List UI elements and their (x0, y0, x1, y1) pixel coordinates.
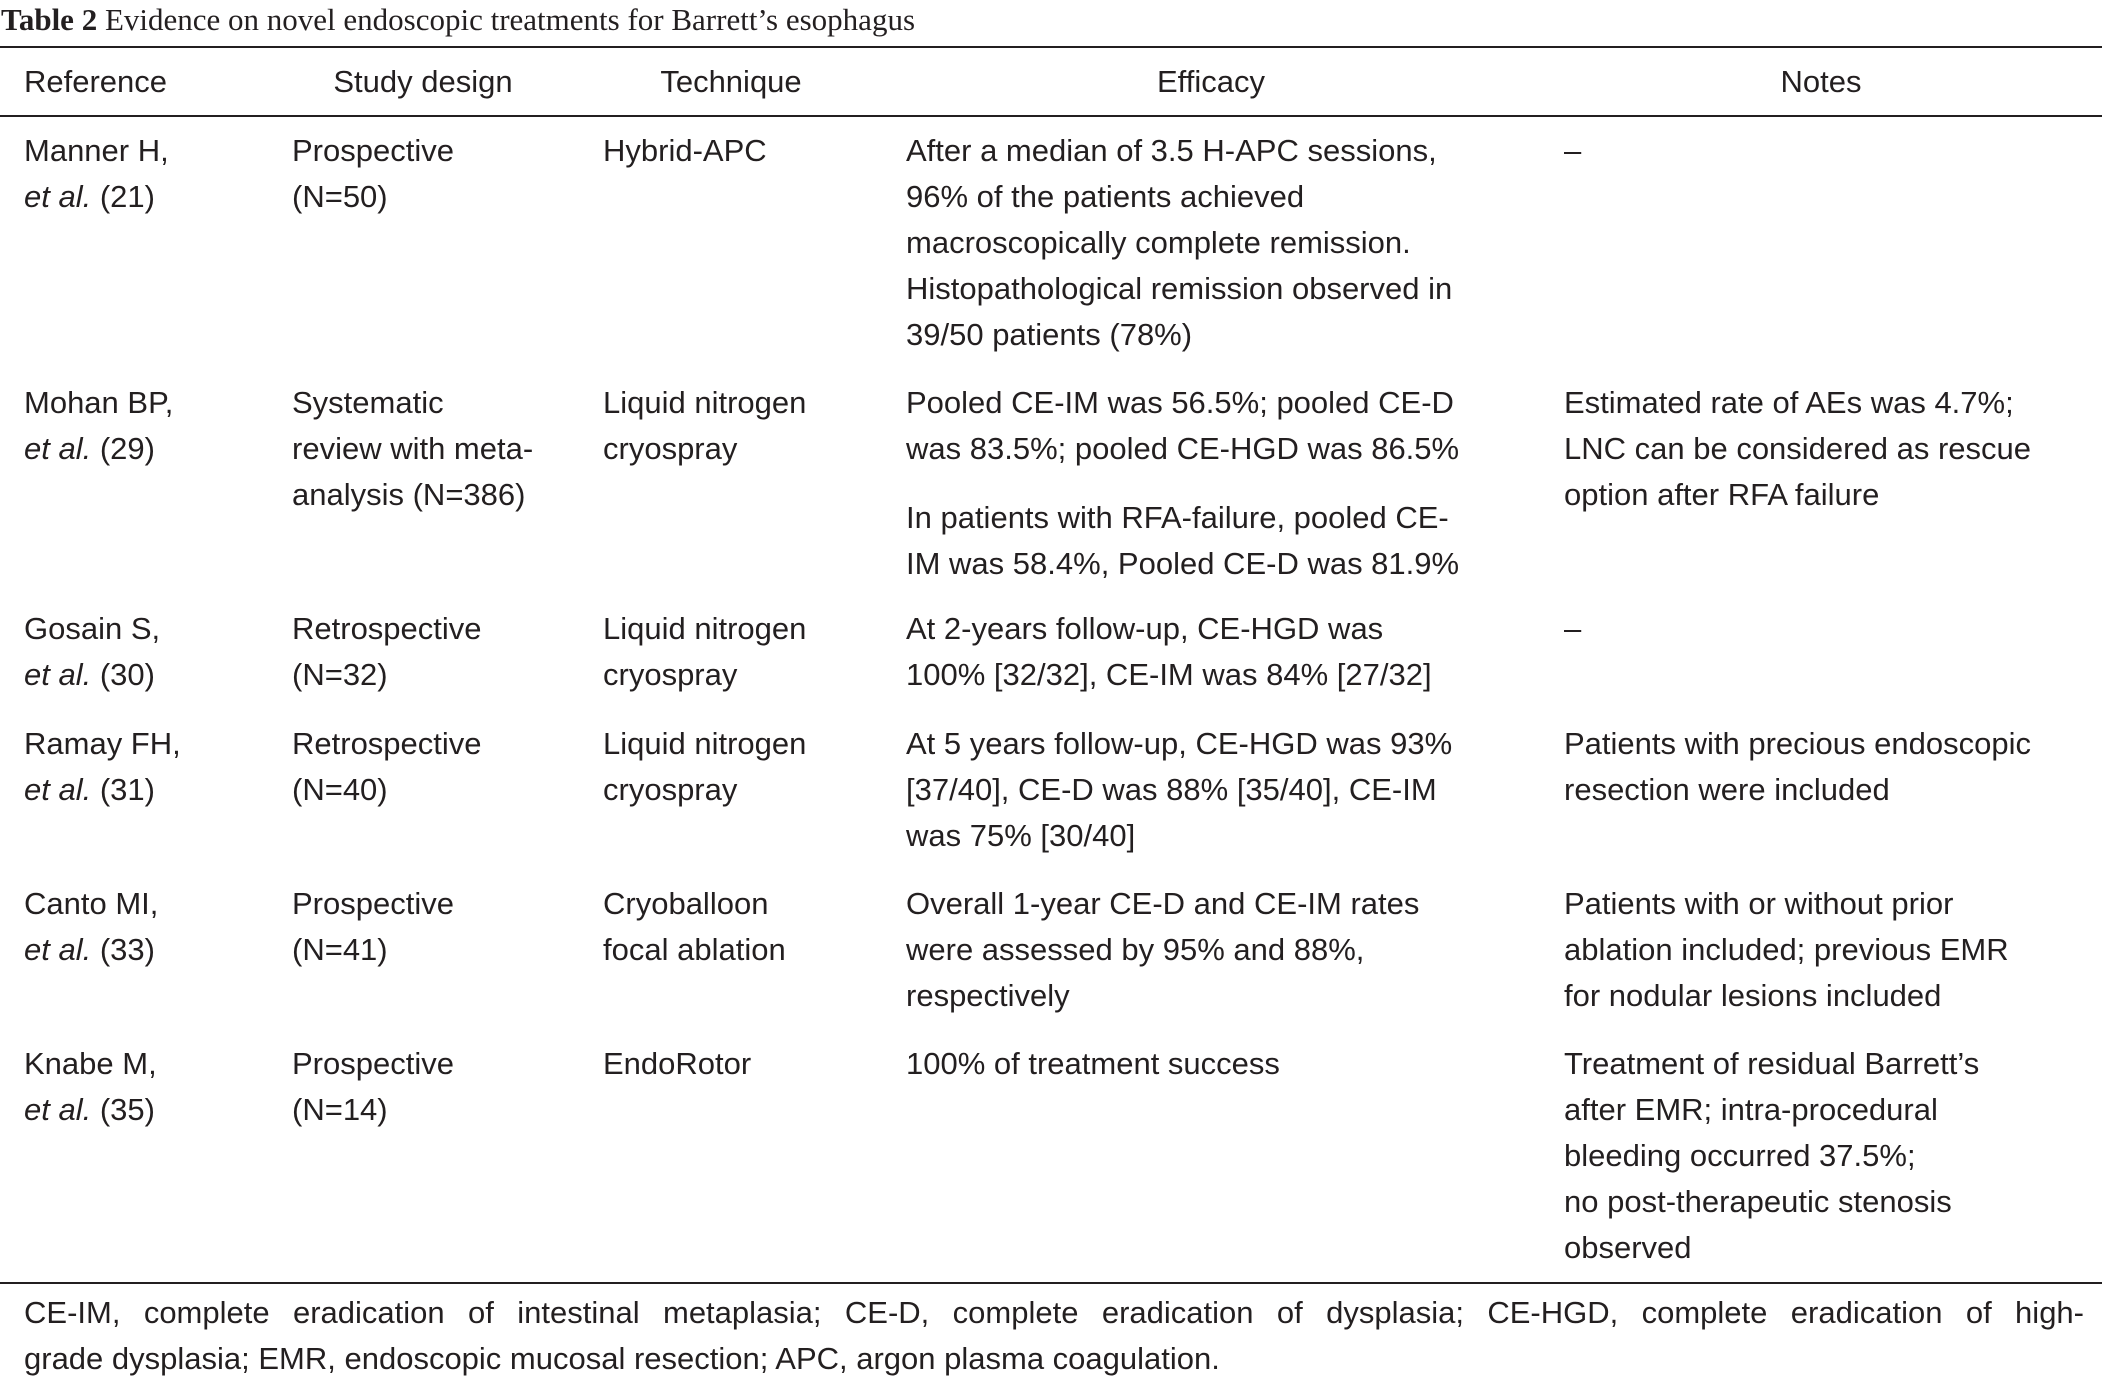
study-design-cell (292, 128, 454, 220)
reference-citation (24, 927, 158, 973)
reference-number: (35) (91, 1092, 155, 1127)
reference-etal: et al. (24, 932, 92, 967)
cell-line: analysis (N=386) (292, 477, 526, 512)
technique-cell (603, 606, 806, 698)
study-design-cell (292, 881, 454, 973)
cell-line: Prospective (292, 1046, 454, 1081)
reference-author: Gosain S, (24, 611, 161, 646)
bottom-rule (0, 1282, 2102, 1284)
technique-cell (603, 128, 767, 174)
efficacy-cell (906, 128, 1452, 358)
cell-line: option after RFA failure (1564, 477, 1880, 512)
study-design-cell (292, 1041, 454, 1133)
cell-line: Patients with or without prior (1564, 886, 1954, 921)
reference-citation (24, 1087, 157, 1133)
efficacy-cell (906, 606, 1432, 698)
efficacy-paragraph (906, 721, 1452, 859)
table-footnote (24, 1290, 2084, 1382)
cell-line: cryospray (603, 657, 738, 692)
efficacy-cell (906, 1041, 1280, 1087)
cell-line: At 5 years follow-up, CE-HGD was 93% (906, 726, 1453, 761)
header-efficacy: Efficacy (1157, 64, 1265, 99)
cell-line: after EMR; intra-procedural (1564, 1092, 1938, 1127)
notes-cell (1564, 721, 2031, 813)
cell-line: cryospray (603, 772, 738, 807)
reference-cell (24, 1041, 157, 1133)
technique-cell (603, 721, 806, 813)
cell-line: Treatment of residual Barrett’s (1564, 1046, 1980, 1081)
reference-number: (30) (91, 657, 155, 692)
efficacy-cell (906, 380, 1459, 587)
cell-line: Histopathological remission observed in (906, 271, 1453, 306)
reference-etal: et al. (24, 657, 92, 692)
table-caption-label: Table 2 (1, 2, 98, 37)
efficacy-paragraph (906, 606, 1432, 698)
notes-cell (1564, 606, 1581, 652)
cell-line: IM was 58.4%, Pooled CE-D was 81.9% (906, 546, 1460, 581)
cell-line: 100% of treatment success (906, 1046, 1280, 1081)
top-rule (0, 46, 2102, 48)
efficacy-paragraph (906, 380, 1459, 472)
cell-line: were assessed by 95% and 88%, (906, 932, 1365, 967)
table-header-row (0, 60, 2102, 104)
cell-line: macroscopically complete remission. (906, 225, 1411, 260)
reference-citation (24, 426, 173, 472)
cell-line: LNC can be considered as rescue (1564, 431, 2031, 466)
cell-line: Patients with precious endoscopic (1564, 726, 2031, 761)
efficacy-paragraph (906, 881, 1419, 1019)
cell-line: for nodular lesions included (1564, 978, 1942, 1013)
reference-citation (24, 174, 169, 220)
cell-line: ablation included; previous EMR (1564, 932, 2009, 967)
efficacy-cell (906, 721, 1452, 859)
reference-author: Knabe M, (24, 1046, 157, 1081)
cell-line: (N=32) (292, 657, 388, 692)
reference-etal: et al. (24, 1092, 92, 1127)
reference-cell (24, 881, 158, 973)
cell-line: – (1564, 133, 1582, 168)
reference-author: Mohan BP, (24, 385, 174, 420)
cell-line: Retrospective (292, 611, 482, 646)
efficacy-paragraph (906, 1041, 1280, 1087)
table-caption-text: Evidence on novel endoscopic treatments for Barrett’s esophagus (97, 2, 916, 37)
header-study-design: Study design (333, 64, 513, 99)
cell-line: – (1564, 611, 1582, 646)
header-rule (0, 115, 2102, 117)
cell-line: Pooled CE-IM was 56.5%; pooled CE-D (906, 385, 1454, 420)
study-design-cell (292, 380, 533, 518)
cell-line: (N=41) (292, 932, 388, 967)
cell-line: Prospective (292, 886, 454, 921)
cell-line: was 83.5%; pooled CE-HGD was 86.5% (906, 431, 1460, 466)
cell-line: resection were included (1564, 772, 1890, 807)
reference-cell (24, 721, 181, 813)
cell-line: observed (1564, 1230, 1692, 1265)
cell-line: review with meta- (292, 431, 534, 466)
cell-line: 96% of the patients achieved (906, 179, 1305, 214)
cell-line: (N=40) (292, 772, 388, 807)
reference-author: Ramay FH, (24, 726, 181, 761)
cell-line: At 2-years follow-up, CE-HGD was (906, 611, 1384, 646)
cell-line: no post-therapeutic stenosis (1564, 1184, 1952, 1219)
reference-author: Canto MI, (24, 886, 159, 921)
notes-cell (1564, 128, 1581, 174)
reference-cell (24, 380, 173, 472)
header-notes: Notes (1780, 64, 1862, 99)
notes-cell (1564, 380, 2031, 518)
technique-cell (603, 881, 786, 973)
cell-line: focal ablation (603, 932, 786, 967)
cell-line: (N=50) (292, 179, 388, 214)
cell-line: (N=14) (292, 1092, 388, 1127)
study-design-cell (292, 606, 482, 698)
cell-line: Estimated rate of AEs was 4.7%; (1564, 385, 2014, 420)
technique-cell (603, 1041, 751, 1087)
cell-line: Retrospective (292, 726, 482, 761)
header-technique: Technique (660, 64, 802, 99)
reference-cell (24, 606, 160, 698)
cell-line: bleeding occurred 37.5%; (1564, 1138, 1916, 1173)
efficacy-paragraph (906, 128, 1452, 358)
efficacy-paragraph (906, 495, 1459, 587)
efficacy-cell (906, 881, 1419, 1019)
cell-line: After a median of 3.5 H-APC sessions, (906, 133, 1437, 168)
cell-line: Overall 1-year CE-D and CE-IM rates (906, 886, 1420, 921)
cell-line: In patients with RFA-failure, pooled CE- (906, 500, 1449, 535)
cell-line: Prospective (292, 133, 454, 168)
cell-line: [37/40], CE-D was 88% [35/40], CE-IM (906, 772, 1437, 807)
reference-number: (21) (91, 179, 155, 214)
notes-cell (1564, 881, 2009, 1019)
notes-cell (1564, 1041, 1979, 1271)
cell-line: was 75% [30/40] (906, 818, 1136, 853)
reference-etal: et al. (24, 431, 92, 466)
reference-citation (24, 767, 181, 813)
cell-line: Systematic (292, 385, 444, 420)
footnote-line: CE-IM, complete eradication of intestinal metaplasia; CE-D, complete eradication of dysplasia; CE-HGD, complete eradication of high- (24, 1295, 2084, 1330)
table-caption (1, 0, 915, 44)
cell-line: Hybrid-APC (603, 133, 767, 168)
reference-number: (31) (91, 772, 155, 807)
cell-line: 39/50 patients (78%) (906, 317, 1193, 352)
reference-number: (29) (91, 431, 155, 466)
reference-author: Manner H, (24, 133, 169, 168)
cell-line: Liquid nitrogen (603, 726, 807, 761)
cell-line: EndoRotor (603, 1046, 752, 1081)
cell-line: 100% [32/32], CE-IM was 84% [27/32] (906, 657, 1432, 692)
reference-etal: et al. (24, 772, 92, 807)
technique-cell (603, 380, 806, 472)
reference-cell (24, 128, 169, 220)
reference-number: (33) (91, 932, 155, 967)
study-design-cell (292, 721, 482, 813)
reference-citation (24, 652, 160, 698)
footnote-line: grade dysplasia; EMR, endoscopic mucosal resection; APC, argon plasma coagulation. (24, 1341, 1220, 1376)
cell-line: Cryoballoon (603, 886, 769, 921)
cell-line: respectively (906, 978, 1070, 1013)
cell-line: cryospray (603, 431, 738, 466)
header-reference: Reference (24, 64, 168, 99)
cell-line: Liquid nitrogen (603, 611, 807, 646)
cell-line: Liquid nitrogen (603, 385, 807, 420)
reference-etal: et al. (24, 179, 92, 214)
